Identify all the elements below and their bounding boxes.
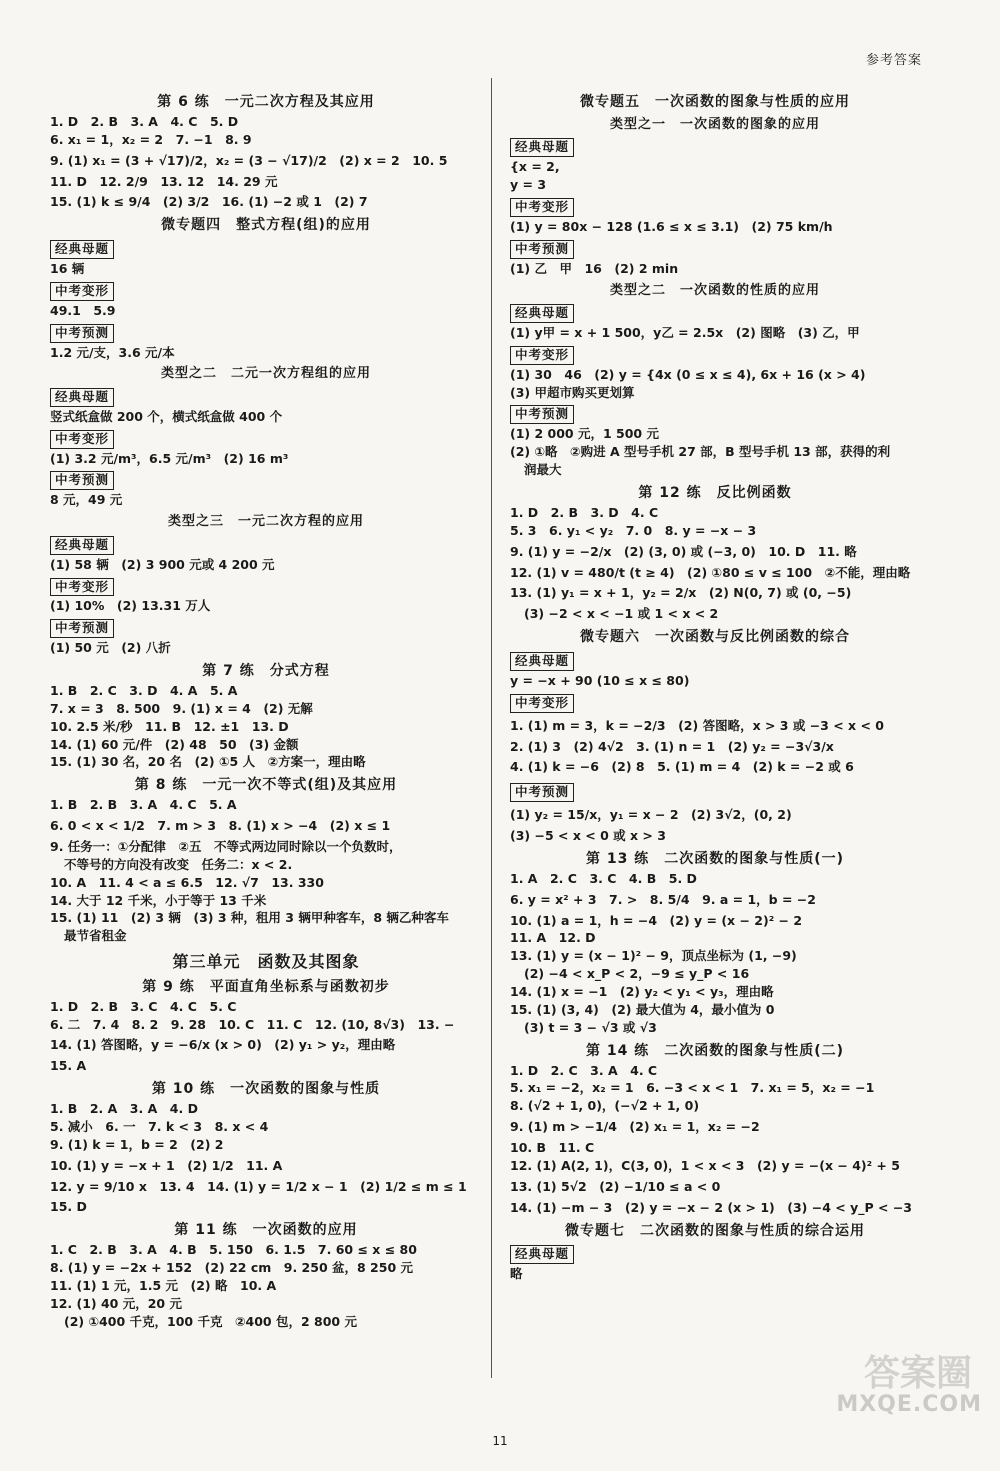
answer-line: 14. (1) −m − 3 (2) y = −x − 2 (x > 1) (3) −4 < y_P < −3 [510,1199,913,1215]
section-tag: 中考预测 [510,405,574,424]
section-tag: 中考变形 [510,198,574,217]
section-title: 第 11 练 一次函数的应用 [174,1222,358,1239]
answer-line: (1) 3.2 元/m³，6.5 元/m³ (2) 16 m³ [50,450,289,466]
section-tag: 中考变形 [50,282,114,301]
section-tag: 经典母题 [50,240,114,259]
answer-line: 1. (1) m = 3，k = −2/3 (2) 答图略，x > 3 或 −3 < x < 0 [510,717,884,733]
section-title: 第 6 练 一元二次方程及其应用 [157,94,375,110]
column-divider [491,78,492,1378]
right-column [510,88,920,1284]
answer-line: 6. y = x² + 3 7. > 8. 5/4 9. a = 1，b = −2 [510,891,816,907]
answer-line: 10. 2.5 米/秒 11. B 12. ±1 13. D [50,718,289,734]
section-tag-row [50,237,482,260]
answer-line: 49.1 5.9 [50,302,116,318]
section-tag: 中考预测 [50,324,114,343]
answer-line: 7. x = 3 8. 500 9. (1) x = 4 (2) 无解 [50,700,313,716]
answer-line: (1) 乙 甲 16 (2) 2 min [510,260,679,276]
answer-line: 1. D 2. B 3. A 4. C 5. D [50,113,239,129]
answer-line: 8 元，49 元 [50,492,123,508]
left-column [50,88,482,1332]
answer-line: 15. (1) k ≤ 9/4 (2) 3/2 16. (1) −2 或 1 (2) 7 [50,194,368,210]
answer-line: 4. (1) k = −6 (2) 8 5. (1) m = 4 (2) k = −2 或 6 [510,759,854,775]
answer-line: 11. D 12. 2/9 13. 12 14. 29 元 [50,173,278,189]
answer-line: 1. C 2. B 3. A 4. B 5. 150 6. 1.5 7. 60 ≤ x ≤ 80 [50,1242,417,1258]
answer-line: 不等号的方向没有改变 任务二：x < 2. [64,856,293,872]
page-number: 11 [492,1434,508,1448]
answer-line: (2) ①400 千克，100 千克 ②400 包，2 800 元 [64,1313,357,1329]
section-tag-row [50,279,482,302]
answer-line: (1) 10% (2) 13.31 万人 [50,598,211,614]
section-tag: 中考预测 [510,783,574,802]
answer-line: (1) y = 80x − 128 (1.6 ≤ x ≤ 3.1) (2) 75 km/h [510,218,833,234]
answer-line: 10. (1) y = −x + 1 (2) 1/2 11. A [50,1157,283,1173]
section-tag: 中考变形 [50,430,114,449]
section-tag: 中考变形 [510,694,574,713]
answer-line: 1. A 2. C 3. C 4. B 5. D [510,870,697,886]
section-subtitle: 类型之一 一次函数的图象的应用 [609,116,820,132]
answer-line: 14. (1) x = −1 (2) y₂ < y₁ < y₃，理由略 [510,984,774,1000]
answer-line: 润最大 [524,462,562,478]
answer-line: 5. 3 6. y₁ < y₂ 7. 0 8. y = −x − 3 [510,522,757,538]
section-tag-row [510,402,920,425]
answer-line: (1) 30 46 (2) y = {4x (0 ≤ x ≤ 4), 6x + 16 (x > 4) [510,366,866,382]
section-tag-row [510,135,920,158]
section-tag-row [50,575,482,598]
section-tag-row [50,385,482,408]
section-title: 第 14 练 二次函数的图象与性质(二) [585,1042,845,1059]
answer-line: (3) 甲超市购买更划算 [510,384,635,400]
answer-line: 1. B 2. A 3. A 4. D [50,1101,198,1117]
section-tag-row [50,533,482,556]
answer-line: 竖式纸盒做 200 个，横式纸盒做 400 个 [50,408,283,424]
answer-line: y = −x + 90 (10 ≤ x ≤ 80) [510,672,690,688]
section-subtitle: 类型之二 二元一次方程组的应用 [160,366,371,382]
answer-line: 2. (1) 3 (2) 4√2 3. (1) n = 1 (2) y₂ = −3√3/x [510,738,834,754]
answer-line: 15. (1) 11 (2) 3 辆 (3) 3 种，租用 3 辆甲种客车，8 辆乙种客车 [50,910,449,926]
section-title: 第 13 练 二次函数的图象与性质(一) [585,850,845,867]
answer-line: 9. (1) y = −2/x (2) (3, 0) 或 (−3, 0) 10. D 11. 略 [510,543,857,559]
answer-line: 1. B 2. B 3. A 4. C 5. A [50,797,237,813]
answer-line: y = 3 [510,177,547,193]
answer-line: 6. x₁ = 1，x₂ = 2 7. −1 8. 9 [50,131,252,147]
section-title: 第 12 练 反比例函数 [638,484,792,501]
answer-line: 12. (1) v = 480/t (t ≥ 4) (2) ①80 ≤ v ≤ 100 ②不能，理由略 [510,564,911,580]
answer-line: 15. (1) (3, 4) (2) 最大值为 4，最小值为 0 [510,1001,775,1017]
section-tag: 经典母题 [50,388,114,407]
section-title: 微专题五 一次函数的图象与性质的应用 [580,94,850,110]
watermark-logo: 答案圈 [863,1353,972,1394]
section-tag: 经典母题 [510,138,574,157]
answer-line: 10. A 11. 4 < a ≤ 6.5 12. √7 13. 330 [50,874,324,890]
answer-line: 11. (1) 1 元，1.5 元 (2) 略 10. A [50,1277,277,1293]
section-tag: 中考预测 [50,619,114,638]
section-tag: 经典母题 [50,536,114,555]
answer-line: (1) y甲 = x + 1 500，y乙 = 2.5x (2) 图略 (3) 乙，甲 [510,324,860,340]
answer-line: 9. 任务一：①分配律 ②五 不等式两边同时除以一个负数时， [50,838,402,854]
answer-line: 15. (1) 30 名，20 名 (2) ①5 人 ②方案一，理由略 [50,754,366,770]
section-title: 微专题四 整式方程(组)的应用 [161,217,371,234]
section-tag-row [50,468,482,491]
answer-line: 6. 0 < x < 1/2 7. m > 3 8. (1) x > −4 (2) x ≤ 1 [50,818,391,834]
section-title: 第 9 练 平面直角坐标系与函数初步 [142,978,390,995]
section-tag: 经典母题 [510,304,574,323]
answer-line: 5. 减小 6. 一 7. k < 3 8. x < 4 [50,1118,269,1134]
answer-line: 9. (1) x₁ = (3 + √17)/2，x₂ = (3 − √17)/2 (2) x = 2 10. 5 [50,152,448,168]
section-subtitle: 类型之三 一元二次方程的应用 [167,514,364,530]
section-tag-row [510,237,920,260]
section-tag-row [510,301,920,324]
answer-line: 15. A [50,1058,87,1074]
section-tag: 经典母题 [510,1245,574,1264]
answer-line: (2) ①略 ②购进 A 型号手机 27 部，B 型号手机 13 部，获得的利 [510,444,891,460]
answer-line: 14. (1) 60 元/件 (2) 48 50 (3) 金额 [50,736,299,752]
answer-line: 6. 二 7. 4 8. 2 9. 28 10. C 11. C 12. (10, 8√3) 13. − [50,1016,455,1032]
answer-line: 12. y = 9/10 x 13. 4 14. (1) y = 1/2 x − 1 (2) 1/2 ≤ m ≤ 1 [50,1178,467,1194]
answer-line: (3) −2 < x < −1 或 1 < x < 2 [524,606,719,622]
answer-line: 1. D 2. C 3. A 4. C [510,1062,658,1078]
answer-line: 8. (1) y = −2x + 152 (2) 22 cm 9. 250 盆，8 250 元 [50,1260,413,1276]
section-tag-row [50,616,482,639]
section-tag-row [50,321,482,344]
section-tag-row [510,195,920,218]
answer-line: 1. B 2. C 3. D 4. A 5. A [50,682,238,698]
answer-line: 1.2 元/支，3.6 元/本 [50,344,175,360]
answer-line: 最节省租金 [64,928,127,944]
answer-line: 13. (1) y = (x − 1)² − 9，顶点坐标为 (1, −9) [510,948,797,964]
answer-line: 1. D 2. B 3. C 4. C 5. C [50,998,237,1014]
answer-line: 12. (1) 40 元，20 元 [50,1295,182,1311]
section-tag-row [510,691,920,714]
section-title: 第 10 练 一次函数的图象与性质 [151,1081,381,1098]
answer-line: {x = 2, [510,159,560,175]
answer-line: (3) −5 < x < 0 或 x > 3 [510,828,666,844]
answer-line: 9. (1) m > −1/4 (2) x₁ = 1，x₂ = −2 [510,1119,760,1135]
section-tag: 中考预测 [510,240,574,259]
section-tag-row [510,1242,920,1265]
answer-line: 10. (1) a = 1，h = −4 (2) y = (x − 2)² − 2 [510,912,803,928]
section-tag-row [510,649,920,672]
answer-line: 10. B 11. C [510,1140,595,1156]
answer-line: 13. (1) y₁ = x + 1，y₂ = 2/x (2) N(0, 7) 或 (0, −5) [510,585,852,601]
answer-line: 略 [510,1266,523,1282]
section-title: 微专题六 一次函数与反比例函数的综合 [580,629,850,646]
section-title: 第三单元 函数及其图象 [172,952,360,972]
answer-line: 1. D 2. B 3. D 4. C [510,504,659,520]
answer-line: (1) 58 辆 (2) 3 900 元或 4 200 元 [50,556,275,572]
section-title: 微专题七 二次函数的图象与性质的综合运用 [565,1222,865,1239]
answer-line: 13. (1) 5√2 (2) −1/10 ≤ a < 0 [510,1178,721,1194]
answer-line: 12. (1) A(2, 1)，C(3, 0)，1 < x < 3 (2) y = −(x − 4)² + 5 [510,1157,900,1173]
answer-line: 14. 大于 12 千米，小于等于 13 千米 [50,892,267,908]
answer-line: 11. A 12. D [510,930,596,946]
section-tag: 中考变形 [50,578,114,597]
answer-line: (3) t = 3 − √3 或 √3 [524,1019,657,1035]
watermark-text: MXQE.COM [836,1392,982,1417]
answer-line: (1) y₂ = 15/x，y₁ = x − 2 (2) 3√2，(0, 2) [510,807,792,823]
answer-line: 16 辆 [50,261,85,277]
section-title: 第 7 练 分式方程 [202,663,330,679]
answer-line: 9. (1) k = 1，b = 2 (2) 2 [50,1136,224,1152]
section-tag-row [510,343,920,366]
section-tag: 中考变形 [510,346,574,365]
answer-line: 8. (√2 + 1, 0)，(−√2 + 1, 0) [510,1098,700,1114]
answer-line: (1) 2 000 元，1 500 元 [510,426,659,442]
answer-line: (2) −4 < x_P < 2，−9 ≤ y_P < 16 [524,966,750,982]
answer-line: 5. x₁ = −2，x₂ = 1 6. −3 < x < 1 7. x₁ = 5，x₂ = −1 [510,1080,875,1096]
section-title: 第 8 练 一元一次不等式(组)及其应用 [134,777,398,794]
section-tag: 中考预测 [50,471,114,490]
section-subtitle: 类型之二 一次函数的性质的应用 [609,282,820,298]
page-header: 参考答案 [865,53,922,68]
answer-line: (1) 50 元 (2) 八折 [50,640,171,656]
answer-line: 15. D [50,1199,87,1215]
section-tag: 经典母题 [510,652,574,671]
section-tag-row [510,780,920,803]
answer-line: 14. (1) 答图略，y = −6/x (x > 0) (2) y₁ > y₂，理由略 [50,1037,396,1053]
section-tag-row [50,427,482,450]
